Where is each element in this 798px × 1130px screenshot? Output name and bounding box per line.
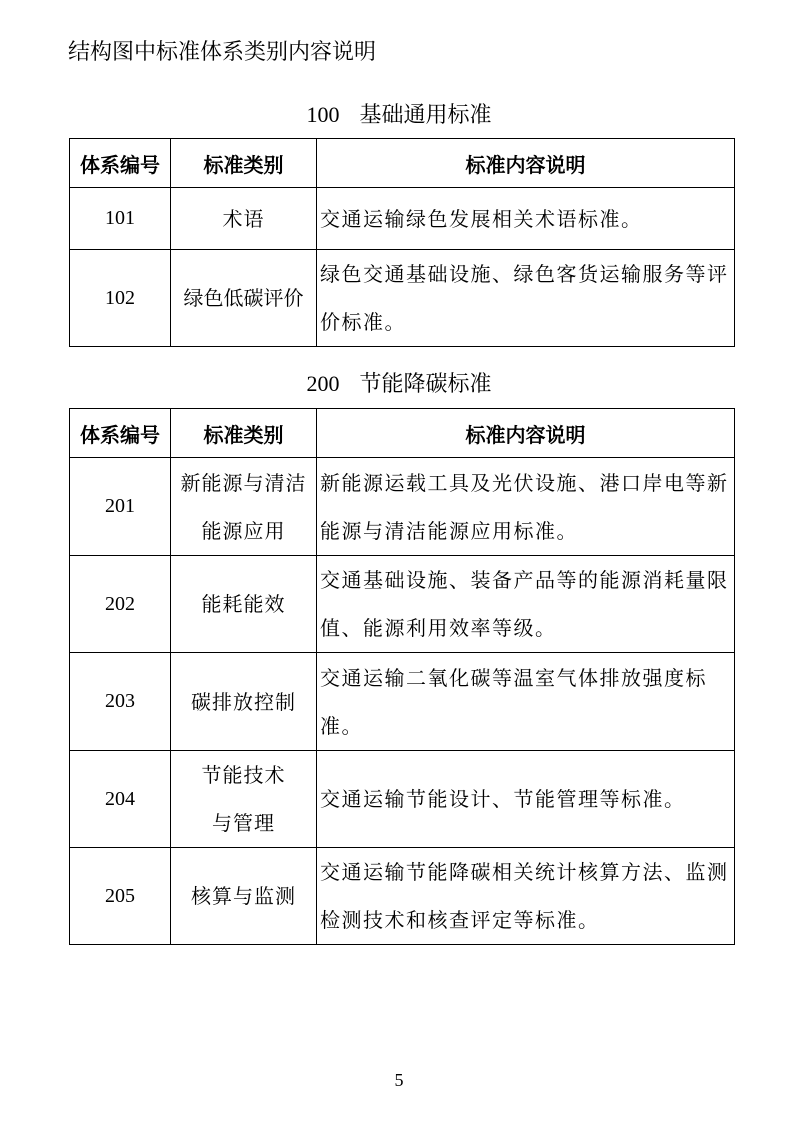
- row-description: 交通运输节能降碳相关统计核算方法、监测检测技术和核查评定等标准。: [317, 848, 735, 945]
- row-code: 102: [70, 250, 171, 347]
- row-description: 交通运输二氧化碳等温室气体排放强度标准。: [317, 653, 735, 751]
- row-category: 节能技术与管理: [171, 751, 317, 848]
- row-code: 201: [70, 458, 171, 556]
- row-code: 203: [70, 653, 171, 751]
- section-title-100: [0, 98, 798, 133]
- header-code: 体系编号: [70, 139, 171, 188]
- standards-table-100: [69, 138, 735, 347]
- header-category: 标准类别: [171, 139, 317, 188]
- section-name: 基础通用标准: [359, 103, 492, 128]
- header-code: 体系编号: [70, 409, 171, 458]
- page-heading: 结构图中标准体系类别内容说明: [68, 40, 377, 65]
- row-description: 交通基础设施、装备产品等的能源消耗量限值、能源利用效率等级。: [317, 556, 735, 653]
- table-header-row: [70, 409, 735, 458]
- row-code: 205: [70, 848, 171, 945]
- row-code: 204: [70, 751, 171, 848]
- table-header-row: [70, 139, 735, 188]
- header-category: 标准类别: [171, 409, 317, 458]
- section-title-200: [0, 367, 798, 402]
- table-row: [70, 653, 735, 751]
- header-description: 标准内容说明: [317, 409, 735, 458]
- row-description: 绿色交通基础设施、绿色客货运输服务等评价标准。: [317, 250, 735, 347]
- row-category: 术语: [171, 188, 317, 250]
- row-category: 核算与监测: [171, 848, 317, 945]
- row-category: 碳排放控制: [171, 653, 317, 751]
- row-category: 能耗能效: [171, 556, 317, 653]
- standards-table-200: [69, 408, 735, 945]
- row-code: 101: [70, 188, 171, 250]
- table-row: [70, 556, 735, 653]
- row-category: 新能源与清洁能源应用: [171, 458, 317, 556]
- header-description: 标准内容说明: [317, 139, 735, 188]
- table-row: [70, 250, 735, 347]
- row-description: 交通运输绿色发展相关术语标准。: [317, 188, 735, 250]
- section-code: 100: [306, 102, 340, 127]
- section-name: 节能降碳标准: [359, 372, 492, 397]
- table-row: [70, 188, 735, 250]
- row-code: 202: [70, 556, 171, 653]
- table-row: [70, 848, 735, 945]
- row-description: 新能源运载工具及光伏设施、港口岸电等新能源与清洁能源应用标准。: [317, 458, 735, 556]
- section-code: 200: [306, 371, 340, 396]
- page-number: 5: [394, 1070, 404, 1090]
- table-row: [70, 458, 735, 556]
- row-category: 绿色低碳评价: [171, 250, 317, 347]
- table-row: [70, 751, 735, 848]
- row-description: 交通运输节能设计、节能管理等标准。: [317, 751, 735, 848]
